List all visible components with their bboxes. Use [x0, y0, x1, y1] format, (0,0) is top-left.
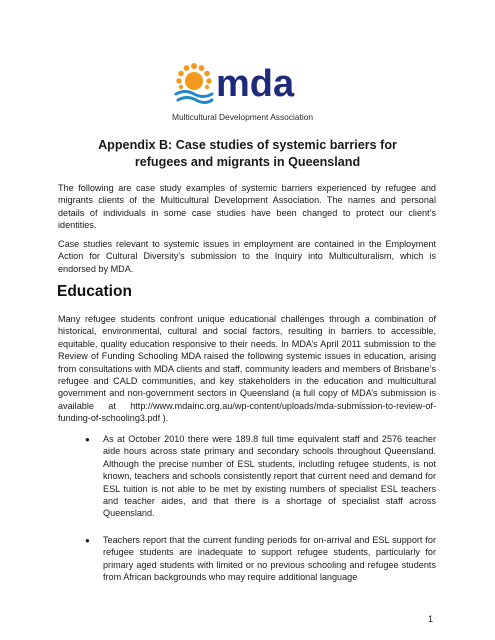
intro-paragraph: The following are case study examples of systemic barriers experienced by refugee and migrants clients of the Multicultural Development Association. The names and personal details of individuals in some case studies have been changed to protect our client’s identities.	[58, 183, 436, 231]
section-heading-education: Education	[57, 283, 132, 300]
bullet-icon: ●	[85, 435, 90, 444]
page-number: 1	[428, 614, 434, 624]
wave-icon	[176, 92, 212, 103]
list-item	[58, 534, 436, 584]
sun-icon	[176, 63, 211, 90]
employment-paragraph: Case studies relevant to systemic issues in employment are contained in the Employment Action for Cultural Diversity’s submission to the Inquiry into Multiculturalism, which is endorsed by MDA.	[58, 239, 436, 274]
bullet-text: As at October 2010 there were 189.8 full time equivalent staff and 2576 teacher aide hours across state primary and secondary schools throughout Queensland. Although the precise number of ESL students, including refugee students, is not known, teachers and schools consistently report that current need and demand for ESL tuition is not able to be met by existing numbers of specialist ESL teachers and teacher aides, and that there is a shortage of specialist staff across Queensland.	[103, 434, 436, 519]
mda-logo	[172, 54, 332, 120]
logo-caption: Multicultural Development Association	[172, 112, 314, 122]
education-paragraph: Many refugee students confront unique educational challenges through a combination of historical, environmental, cultural and social factors, resulting in barriers to accessible, equitable, quality education responsive to their needs. In MDA’s April 2011 submission to the Review of Funding Schooling MDA raised the following systemic issues in education, arising from consultations with MDA clients and staff, community leaders and members of Brisbane’s refugee and CALD communities, and key stakeholders in the education and multicultural government and non-government sectors in Queensland (a full copy of MDA’s submission is available at http://www.mdainc.org.au/wp-content/uploads/mda-submission-to-review-of-funding-of-schooling3.pdf ).	[58, 314, 436, 424]
bullet-icon: ●	[85, 536, 90, 545]
page-title: Appendix B: Case studies of systemic barriers for refugees and migrants in Queensland	[98, 138, 397, 169]
logo-wordmark: mda	[216, 63, 295, 105]
list-item	[58, 433, 436, 520]
mda-logo-graphic	[172, 54, 332, 112]
bullet-text: Teachers report that the current funding periods for on-arrival and ESL support for refugee students are inadequate to support refugee students, particularly for primary aged students with limited or no previous schooling and refugee students from African backgrounds who may require additional language	[103, 535, 436, 583]
